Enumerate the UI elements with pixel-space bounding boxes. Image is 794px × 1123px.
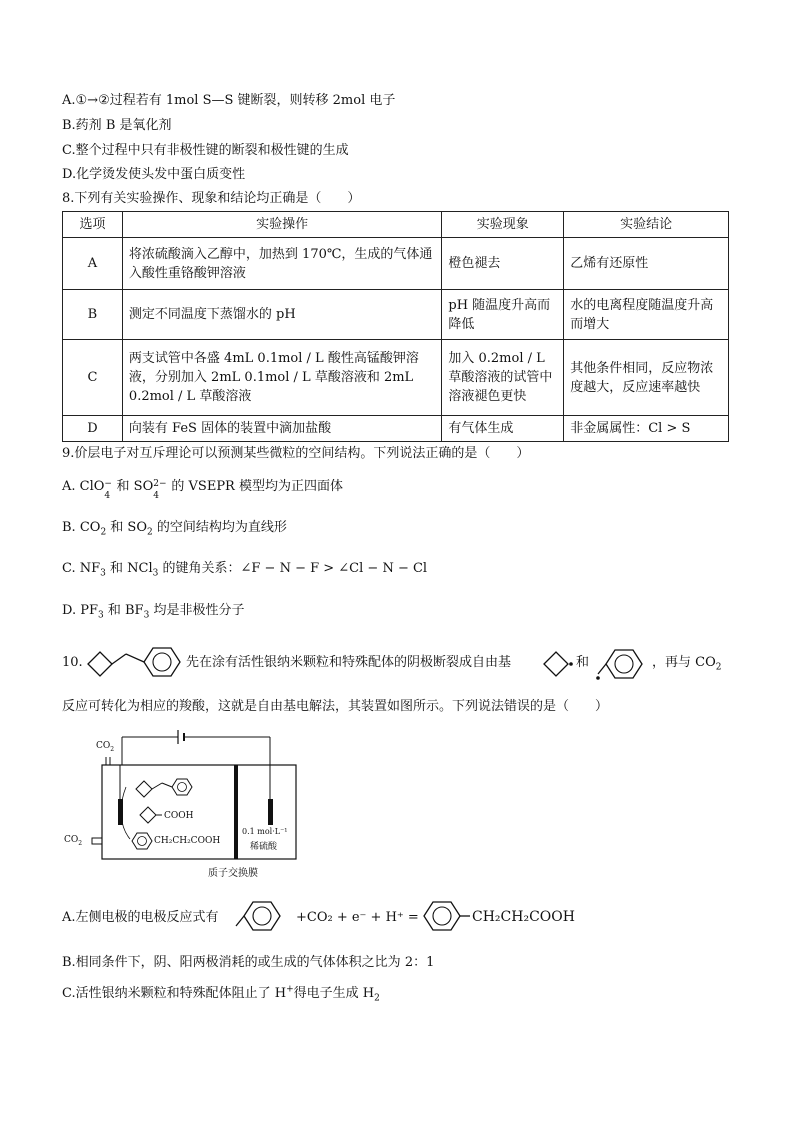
table-cell-phenomenon: 加入 0.2mol / L 草酸溶液的试管中溶液褪色更快 [442,340,564,416]
q9-option-d: D. $PF_3$ 和 $BF_3$ 均是非极性分子 [62,603,245,621]
q10-text-1: 先在涂有活性银纳米颗粒和特殊配体的阴极断裂成自由基 [186,655,512,670]
q10-and: 和 [576,655,590,670]
q7-option-a: A.①→②过程若有 1mol S—S 键断裂，则转移 2mol 电子 [62,93,396,108]
q10-option-c: C.活性银纳米颗粒和特殊配体阻止了 H+得电子生成 $H_2$ [62,984,380,1004]
cooh-label: COOH [164,811,194,821]
table-cell-operation: 将浓硫酸滴入乙醇中，加热到 170℃，生成的气体通入酸性重铬酸钾溶液 [122,238,441,290]
table-header: 选项 [63,212,123,238]
q9-option-a: A. ClO − 4 和 SO 2− 4 的 VSEPR 模型均为正四面体 [62,479,343,501]
table-cell-conclusion: 水的电离程度随温度升高而增大 [564,290,729,340]
cyclobutyl-ethyl-benzene-structure [82,640,186,690]
table-cell-phenomenon: pH 随温度升高而降低 [442,290,564,340]
experiment-table [62,211,729,442]
electrolysis-apparatus-figure [64,727,300,877]
table-cell-option: C [63,340,123,416]
q8-stem: 8.下列有关实验操作、现象和结论均正确是（ ） [62,191,361,206]
q10-text-2: ，再与 $CO_2$ [652,655,722,673]
co2-left-label: $CO_2$ [64,835,83,847]
q9-stem: 9.价层电子对互斥理论可以预测某些微粒的空间结构。下列说法正确的是（ ） [62,446,530,461]
q10-text-3: 反应可转化为相应的羧酸，这就是自由基电解法，其装置如图所示。下列说法错误的是（ ） [62,699,609,714]
table-cell-operation: 测定不同温度下蒸馏水的 pH [122,290,441,340]
q7-option-d: D.化学烫发使头发中蛋白质变性 [62,167,246,182]
table-cell-option: A [63,238,123,290]
table-row [63,290,729,340]
table-cell-conclusion: 非金属属性：Cl > S [564,416,729,442]
q10-option-a-text: A.左侧电极的电极反应式有 [62,910,219,925]
table-row [63,416,729,442]
table-cell-option: B [63,290,123,340]
table-cell-conclusion: 其他条件相同，反应物浓度越大，反应速率越快 [564,340,729,416]
membrane-label: 质子交换膜 [208,868,258,879]
benzyl-radical-structure [230,896,302,936]
table-header: 实验操作 [122,212,441,238]
q10-number: 10. [62,655,83,670]
table-header: 实验现象 [442,212,564,238]
acid-concentration-label: 0.1 mol·L⁻¹ [242,827,288,836]
co2-top-label: $CO_2$ [96,741,115,753]
q10-option-a-chain: CH₂CH₂COOH [472,909,575,925]
table-cell-operation: 向装有 FeS 固体的装置中滴加盐酸 [122,416,441,442]
q10-option-a-equation: +CO₂ + e⁻ + H⁺ = [296,910,419,925]
table-row [63,340,729,416]
apparatus-drawing [90,727,300,877]
benzene-ring-structure [418,896,472,936]
q10-option-b: B.相同条件下，阴、阳两极消耗的或生成的气体体积之比为 2：1 [62,955,435,970]
table-row [63,238,729,290]
table-cell-conclusion: 乙烯有还原性 [564,238,729,290]
cyclobutyl-radical-structure [540,648,576,680]
table-header: 实验结论 [564,212,729,238]
q7-option-b: B.药剂 B 是氧化剂 [62,118,172,133]
q9-option-c: C. $NF_3$ 和 NCl$_3$ 的键角关系：∠F − N − F > ∠Cl − N − Cl [62,561,428,579]
table-cell-operation: 两支试管中各盛 4mL 0.1mol / L 酸性高锰酸钾溶液，分别加入 2mL 0.1mol / L 草酸溶液和 2mL 0.2mol / L 草酸溶液 [122,340,441,416]
table-cell-phenomenon: 橙色褪去 [442,238,564,290]
q9-option-b: B. $CO_2$ 和 $SO_2$ 的空间结构均为直线形 [62,520,287,538]
acid-name-label: 稀硫酸 [250,842,278,852]
q7-option-c: C.整个过程中只有非极性键的断裂和极性键的生成 [62,143,349,158]
table-header-row [63,212,729,238]
chain-label: CH₂CH₂COOH [154,836,221,846]
table-cell-phenomenon: 有气体生成 [442,416,564,442]
table-cell-option: D [63,416,123,442]
